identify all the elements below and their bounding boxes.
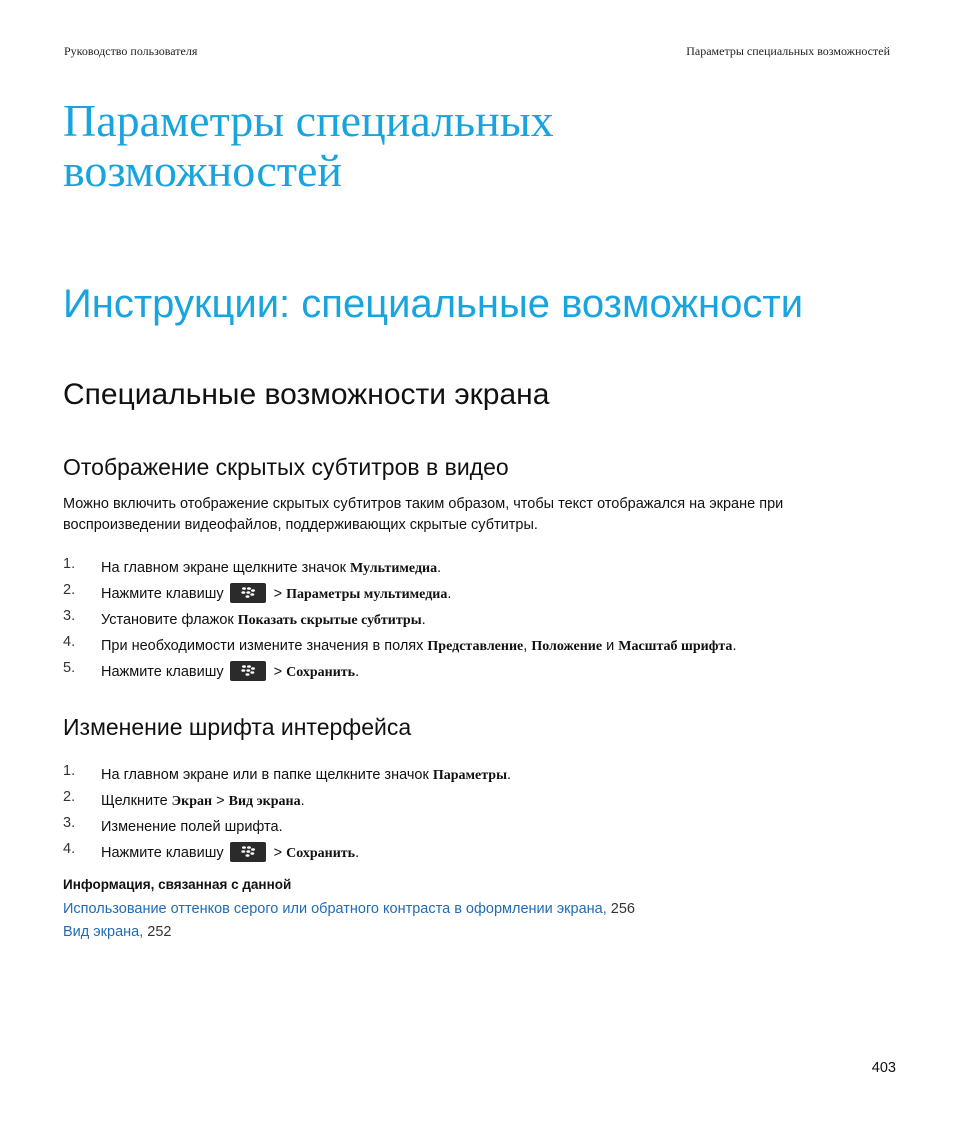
blackberry-menu-key-icon [230,661,266,681]
step-item [63,609,903,635]
step-text-bold: Масштаб шрифта [618,639,733,654]
subsection-heading: Специальные возможности экрана [63,378,550,411]
intro-line-2: воспроизведении видеофайлов, поддерживающих скрытые субтитры. [63,517,538,533]
step-text-separator: > [273,845,283,861]
step-text-mid: и [602,638,619,654]
chapter-title-line1: Параметры специальных [63,95,554,146]
running-header-right: Параметры специальных возможностей [686,44,890,58]
step-text [101,816,283,838]
step-item [63,816,903,842]
step-text-bold: Сохранить [286,846,356,861]
step-text [101,635,736,658]
step-number: 2. [63,789,76,805]
step-text [101,764,511,787]
related-link-screen-view[interactable]: Вид экрана, [63,924,144,940]
step-number: 1. [63,556,76,572]
step-text-post: . [355,664,360,680]
related-link-row [63,922,171,942]
topic-intro-paragraph [63,494,883,536]
step-text-pre: Изменение полей шрифта. [101,819,283,835]
step-text-bold: Положение [531,639,603,654]
step-text-bold: Представление [427,639,524,654]
step-item [63,661,903,687]
step-text-pre: При необходимости измените значения в полях [101,638,428,654]
step-number: 4. [63,634,76,650]
section-heading: Инструкции: специальные возможности [63,282,804,326]
step-number: 3. [63,608,76,624]
chapter-title [63,96,883,196]
step-text-bold: Параметры [432,768,508,783]
step-text-bold: Мультимедиа [350,561,438,576]
related-link-grayscale[interactable]: Использование оттенков серого или обратного контраста в оформлении экрана, [63,901,607,917]
related-link-page: 252 [147,924,172,940]
step-item [63,583,903,609]
step-text-post: . [447,586,452,602]
step-text-pre: Нажмите клавишу [101,664,224,680]
step-text-pre: Щелкните [101,793,172,809]
steps-list-captions [63,557,903,687]
blackberry-menu-key-icon [230,583,266,603]
step-text-post: . [437,560,442,576]
step-text-pre: Нажмите клавишу [101,586,224,602]
step-text-post: . [507,767,512,783]
related-link-page: 256 [610,901,635,917]
step-item [63,842,903,868]
topic-title-font: Изменение шрифта интерфейса [63,714,412,740]
step-text [101,842,359,865]
related-link-row [63,899,635,919]
step-number: 2. [63,582,76,598]
step-text-mid: , [523,638,532,654]
step-text-post: . [732,638,737,654]
step-text-post: . [421,612,426,628]
intro-line-1: Можно включить отображение скрытых субтитров таким образом, чтобы текст отображался на экране при [63,496,784,512]
step-text [101,583,451,606]
step-text-bold: Показать скрытые субтитры [237,613,422,628]
step-text-pre: Установите флажок [101,612,238,628]
running-header-left: Руководство пользователя [64,44,198,58]
step-text-post: . [300,793,305,809]
chapter-title-line2: возможностей [63,145,342,196]
step-number: 1. [63,763,76,779]
step-number: 3. [63,815,76,831]
step-text-separator: > [273,586,283,602]
step-item [63,635,903,661]
step-text [101,790,305,813]
step-text [101,557,441,580]
step-text-bold: Вид экрана [228,794,301,809]
step-text-bold: Параметры мультимедиа [286,587,448,602]
step-item [63,764,903,790]
step-item [63,557,903,583]
step-text-pre: Нажмите клавишу [101,845,224,861]
step-text-mid: > [212,793,229,809]
step-text-pre: На главном экране щелкните значок [101,560,351,576]
blackberry-menu-key-icon [230,842,266,862]
related-topics-heading: Информация, связанная с данной [63,877,292,892]
step-text [101,661,359,684]
topic-title-captions: Отображение скрытых субтитров в видео [63,454,509,480]
step-text-separator: > [273,664,283,680]
step-item [63,790,903,816]
step-text-pre: На главном экране или в папке щелкните значок [101,767,433,783]
step-text-post: . [355,845,360,861]
step-text-bold: Сохранить [286,665,356,680]
step-text [101,609,426,632]
step-text-bold: Экран [171,794,213,809]
step-number: 4. [63,841,76,857]
steps-list-font [63,764,903,868]
step-number: 5. [63,660,76,676]
page-number: 403 [871,1060,896,1076]
